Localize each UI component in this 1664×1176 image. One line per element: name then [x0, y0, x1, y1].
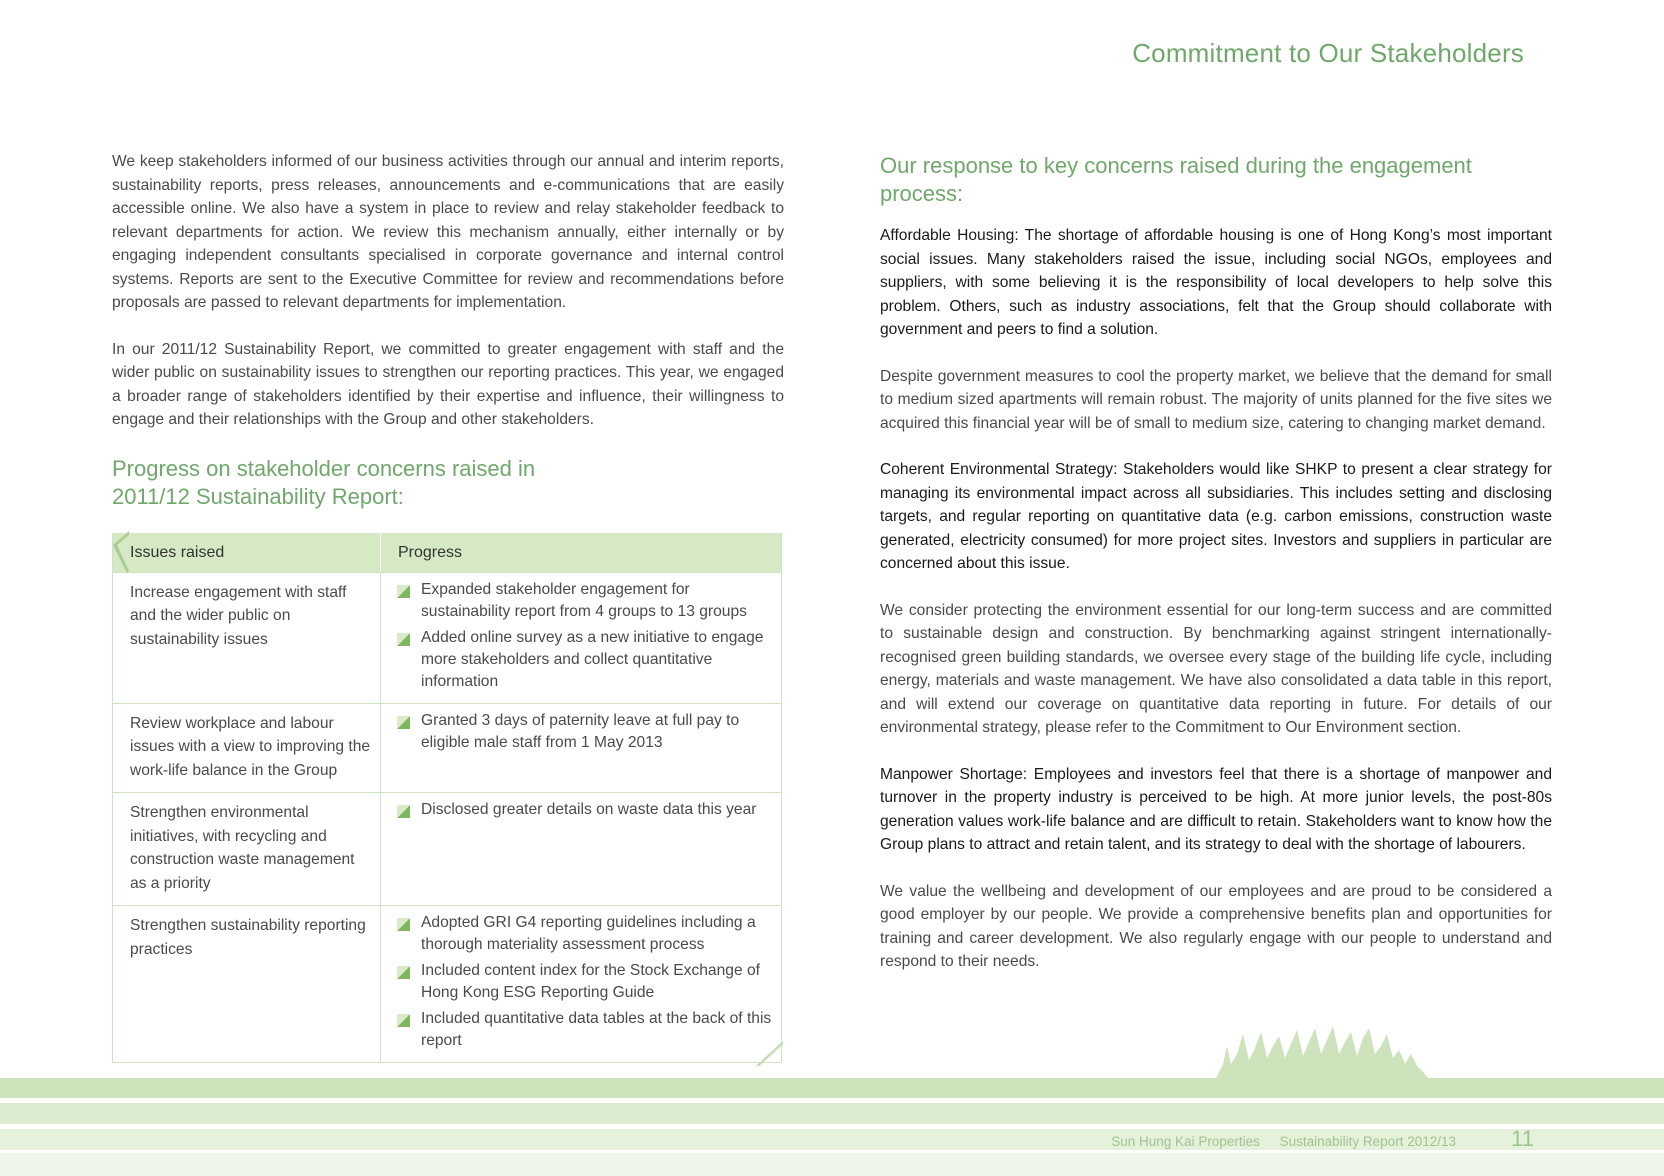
left-column: [112, 150, 784, 1063]
footer-band: [0, 1078, 1664, 1098]
housing-response-paragraph: Despite government measures to cool the property market, we believe that the demand for small to medium sized apartments will remain robust. The majority of units planned for the five sites we acquired this financial year will be of small to medium size, catering to changing market demand.: [880, 367, 1552, 432]
triangle-bullet-icon: [397, 805, 410, 818]
progress-cell: [381, 573, 781, 703]
right-column: [880, 150, 1552, 997]
issue-cell: Review workplace and labour issues with a view to improving the work-life balance in the Group: [113, 704, 381, 793]
table-corner-decoration: [755, 1038, 785, 1068]
progress-cell: [381, 793, 781, 905]
progress-item-text: Included content index for the Stock Exchange of Hong Kong ESG Reporting Guide: [421, 962, 760, 1001]
triangle-bullet-icon: [397, 585, 410, 598]
triangle-bullet-icon: [397, 716, 410, 729]
tree-silhouette-decoration: [1215, 1024, 1430, 1080]
progress-item: [397, 799, 773, 821]
progress-table: [112, 533, 782, 1064]
table-row: [113, 572, 781, 703]
progress-item: [397, 627, 773, 693]
progress-item: [397, 710, 773, 754]
intro-paragraph: We keep stakeholders informed of our business activities through our annual and interim reports, sustainability reports, press releases, announcements and e-communications that are easily accessible online. We also have a system in place to review and relay stakeholder feedback to relevant departments for action. We review this mechanism annually, either internally or by engaging independent consultants specialised in corporate governance and internal control systems. Reports are sent to the Executive Committee for review and recommendations before proposals are passed to relevant departments for implementation.: [112, 153, 784, 311]
progress-cell: [381, 704, 781, 793]
table-row: [113, 905, 781, 1062]
section-title: Commitment to Our Stakeholders: [1132, 38, 1524, 68]
header-progress: Progress: [398, 543, 463, 561]
response-heading: Our response to key concerns raised during the engagement process:: [880, 153, 1472, 206]
progress-item: [397, 912, 773, 956]
triangle-bullet-icon: [397, 633, 410, 646]
progress-item-text: Disclosed greater details on waste data this year: [421, 801, 757, 818]
table-corner-decoration: [111, 531, 133, 573]
environment-response-paragraph: We consider protecting the environment essential for our long-term success and are committed to sustainable design and construction. By benchmarking against stringent internationally-recognised green building standards, we oversee every stage of the building life cycle, including energy, materials and waste management. We have also consolidated a data table in this report, and will extend our coverage on quantitative data reporting in future. For details of our environmental strategy, please refer to the Commitment to Our Environment section.: [880, 601, 1552, 736]
progress-item: [397, 579, 773, 623]
table-row: [113, 703, 781, 793]
issue-cell: Increase engagement with staff and the wider public on sustainability issues: [113, 573, 381, 703]
footer-caption: [1095, 1134, 1456, 1149]
progress-item-text: Included quantitative data tables at the back of this report: [421, 1010, 772, 1049]
environmental-strategy-paragraph: Coherent Environmental Strategy: Stakeholders would like SHKP to present a clear strategy for managing its environmental impact across all subsidiaries. This includes setting and disclosing targets, and regular reporting on quantitative data (e.g. carbon emissions, construction waste generated, electricity consumed) for more project sites. Investors and suppliers in particular are concerned about this issue.: [880, 461, 1552, 572]
page-number: 11: [1511, 1126, 1534, 1151]
company-name: Sun Hung Kai Properties: [1111, 1134, 1260, 1149]
engagement-paragraph: In our 2011/12 Sustainability Report, we committed to greater engagement with staff and the wider public on sustainability issues to strengthen our reporting practices. This year, we engaged a broader range of stakeholders identified by their expertise and influence, their willingness to engage and their relationships with the Group and other stakeholders.: [112, 340, 784, 428]
manpower-response-paragraph: We value the wellbeing and development of our employees and are proud to be considered a good employer by our people. We provide a comprehensive benefits plan and opportunities for training and career development. We also regularly engage with our people to understand and respond to their needs.: [880, 882, 1552, 970]
report-name: Sustainability Report 2012/13: [1279, 1134, 1456, 1149]
triangle-bullet-icon: [397, 1014, 410, 1027]
progress-item-text: Granted 3 days of paternity leave at full pay to eligible male staff from 1 May 2013: [421, 711, 740, 751]
issue-cell: Strengthen environmental initiatives, with recycling and construction waste management as a priority: [113, 793, 381, 905]
progress-item-text: Added online survey as a new initiative to engage more stakeholders and collect quantitative information: [421, 628, 764, 690]
table-row: [113, 792, 781, 905]
table-header-row: [113, 533, 781, 572]
progress-heading: Progress on stakeholder concerns raised in 2011/12 Sustainability Report:: [112, 455, 536, 509]
header-issues: Issues raised: [113, 533, 381, 572]
affordable-housing-paragraph: Affordable Housing: The shortage of affordable housing is one of Hong Kong’s most important social issues. Many stakeholders raised the issue, including social NGOs, employees and suppliers, with some believing it is the responsibility of local developers to help solve this problem. Others, such as industry associations, felt that the Group should collaborate with government and peers to find a solution.: [880, 227, 1552, 338]
progress-item-text: Adopted GRI G4 reporting guidelines including a thorough materiality assessment process: [421, 914, 756, 953]
footer-band: [0, 1103, 1664, 1124]
progress-cell: [381, 906, 781, 1062]
progress-item: [397, 960, 773, 1004]
footer-band: [0, 1153, 1664, 1176]
progress-item: [397, 1008, 773, 1052]
manpower-shortage-paragraph: Manpower Shortage: Employees and investors feel that there is a shortage of manpower and turnover in the property industry is perceived to be high. At more junior levels, the post-80s generation values work-life balance and are difficult to retain. Stakeholders want to know how the Group plans to attract and retain talent, and its strategy to deal with the shortage of labourers.: [880, 765, 1552, 853]
issue-cell: Strengthen sustainability reporting practices: [113, 906, 381, 1062]
triangle-bullet-icon: [397, 918, 410, 931]
progress-item-text: Expanded stakeholder engagement for sustainability report from 4 groups to 13 groups: [421, 580, 747, 620]
triangle-bullet-icon: [397, 966, 410, 979]
